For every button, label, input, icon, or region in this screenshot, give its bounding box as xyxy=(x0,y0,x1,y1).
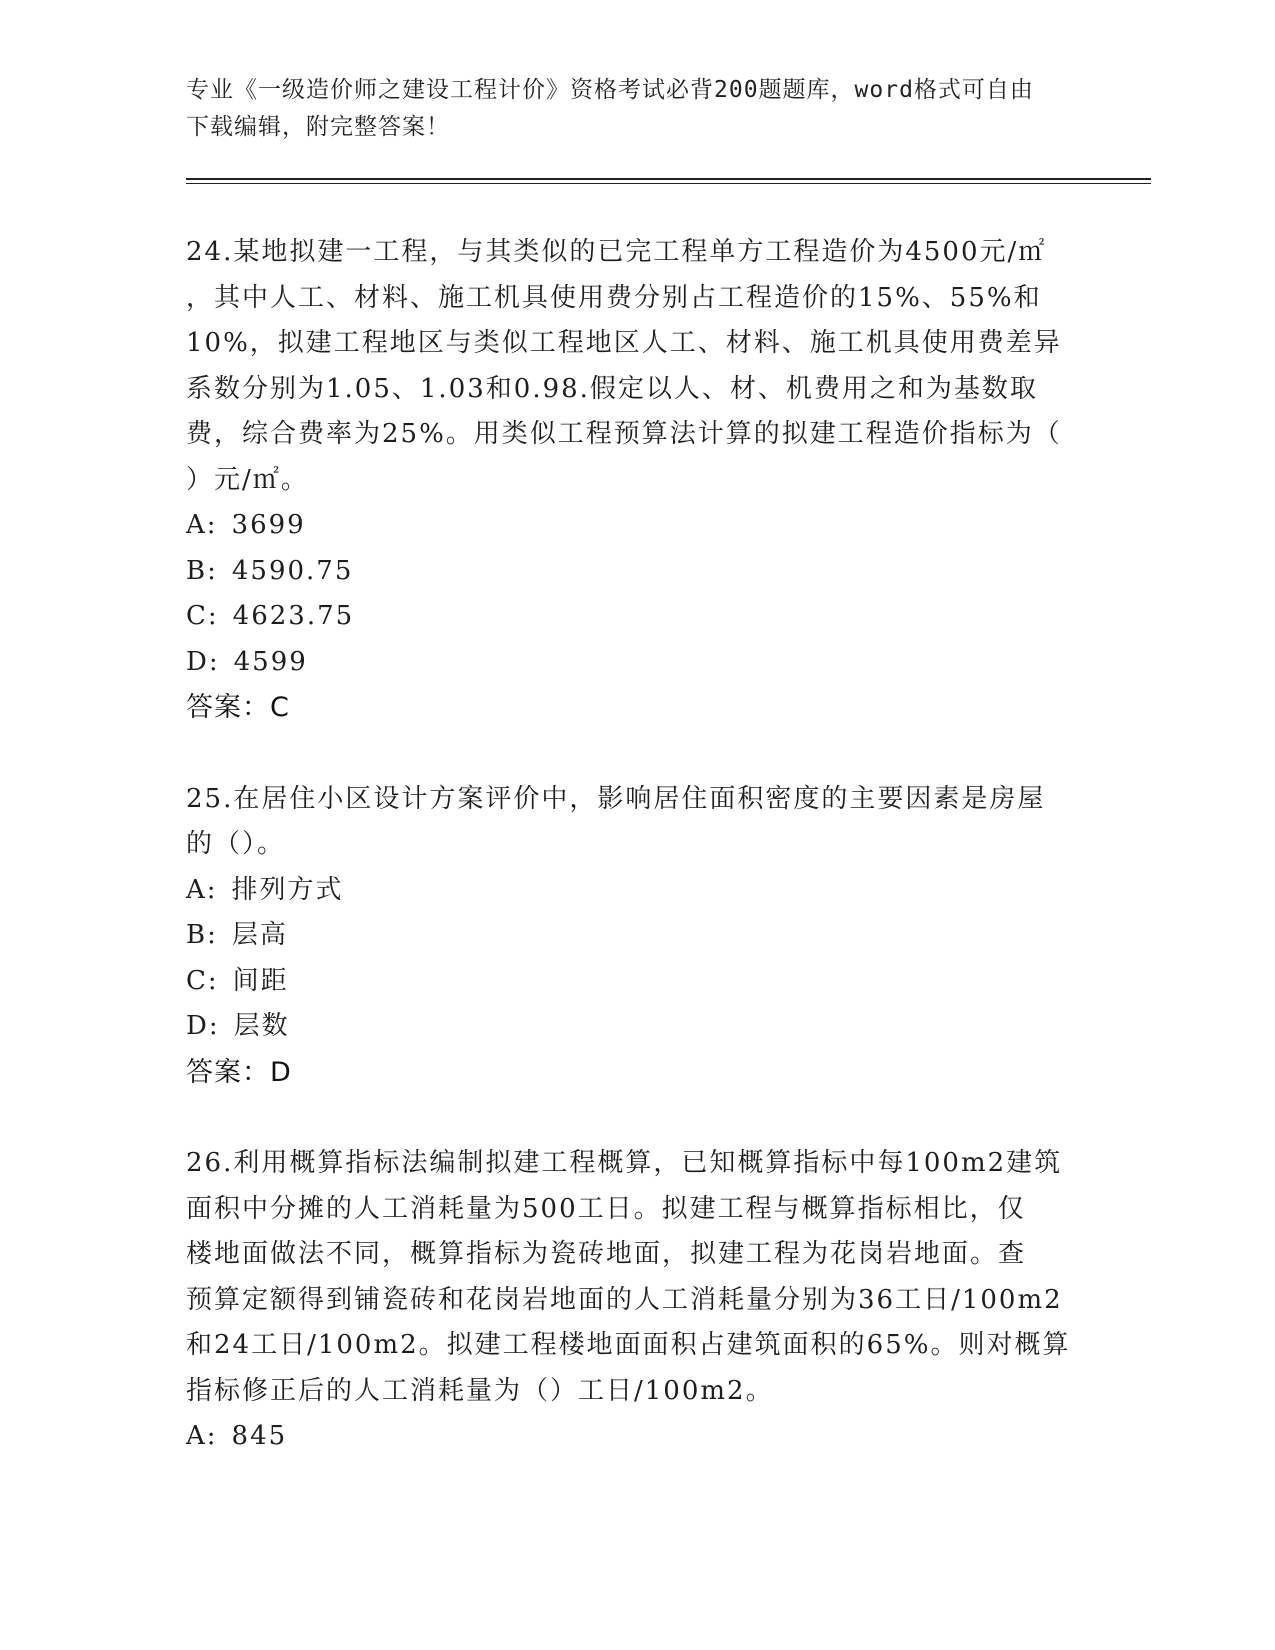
header-divider-thin xyxy=(186,183,1151,184)
option-a xyxy=(186,1414,1086,1460)
stem-line: 楼地面做法不同，概算指标为瓷砖地面，拟建工程为花岗岩地面。查 xyxy=(186,1239,1027,1269)
option-a xyxy=(186,503,1086,549)
option-text: 排列方式 xyxy=(231,874,344,905)
stem-line: ，其中人工、材料、施工机具使用费分别占工程造价的15%、55%和 xyxy=(186,282,1042,313)
question-stem xyxy=(186,230,1086,503)
option-text: 3699 xyxy=(231,510,306,540)
option-c xyxy=(186,959,1086,1005)
option-text: 4599 xyxy=(233,646,308,677)
stem-line: 24.某地拟建一工程，与其类似的已完工程单方工程造价为4500元/㎡ xyxy=(186,237,1047,267)
document-header xyxy=(186,72,1086,146)
answer-line: 答案：D xyxy=(186,1056,292,1088)
option-text: 4623.75 xyxy=(232,601,355,631)
header-line: 下载编辑，附完整答案！ xyxy=(186,114,450,140)
question-26 xyxy=(186,1141,1086,1460)
option-label: B: xyxy=(186,555,218,586)
option-label: B: xyxy=(186,920,218,950)
stem-line: 指标修正后的人工消耗量为（）工日/100m2。 xyxy=(186,1375,774,1406)
option-list xyxy=(186,503,1086,685)
option-label: A: xyxy=(186,510,218,540)
option-label: D: xyxy=(186,1011,220,1041)
stem-line: 系数分别为1.05、1.03和0.98.假定以人、材、机费用之和为基数取 xyxy=(186,373,1038,404)
option-label: C: xyxy=(186,601,219,631)
header-line: 专业《一级造价师之建设工程计价》资格考试必背200题题库，word格式可自由 xyxy=(186,77,1034,103)
option-text: 间距 xyxy=(232,965,289,996)
option-list xyxy=(186,868,1086,1050)
option-d xyxy=(186,1004,1086,1050)
stem-line: ）元/㎡。 xyxy=(186,464,309,495)
option-d xyxy=(186,640,1086,686)
option-b xyxy=(186,913,1086,959)
stem-line: 和24工日/100m2。拟建工程楼地面面积占建筑面积的65%。则对概算 xyxy=(186,1330,1071,1360)
option-label: A: xyxy=(186,1421,218,1451)
option-text: 层数 xyxy=(233,1011,290,1041)
option-label: A: xyxy=(186,874,218,905)
option-b xyxy=(186,549,1086,595)
header-divider xyxy=(186,178,1151,180)
option-label: C: xyxy=(186,965,219,996)
option-c xyxy=(186,594,1086,640)
question-24 xyxy=(186,230,1086,731)
stem-line: 的（）。 xyxy=(186,829,286,859)
stem-line: 费，综合费率为25%。用类似工程预算法计算的拟建工程造价指标为（ xyxy=(186,419,1062,449)
question-stem xyxy=(186,1141,1086,1414)
question-25 xyxy=(186,777,1086,1096)
option-text: 845 xyxy=(231,1421,288,1451)
stem-line: 10%，拟建工程地区与类似工程地区人工、材料、施工机具使用费差异 xyxy=(186,328,1062,358)
option-a xyxy=(186,868,1086,914)
option-text: 4590.75 xyxy=(231,555,354,586)
option-label: D: xyxy=(186,646,220,677)
option-text: 层高 xyxy=(231,920,288,950)
stem-line: 26.利用概算指标法编制拟建工程概算，已知概算指标中每100m2建筑 xyxy=(186,1148,1063,1178)
stem-line: 面积中分摊的人工消耗量为500工日。拟建工程与概算指标相比，仅 xyxy=(186,1193,1026,1224)
question-stem xyxy=(186,777,1086,868)
answer-line: 答案：C xyxy=(186,692,290,723)
stem-line: 预算定额得到铺瓷砖和花岗岩地面的人工消耗量分别为36工日/100m2 xyxy=(186,1284,1063,1315)
stem-line: 25.在居住小区设计方案评价中，影响居住面积密度的主要因素是房屋 xyxy=(186,783,1046,814)
question-list xyxy=(186,230,1086,1506)
option-list xyxy=(186,1414,1086,1460)
